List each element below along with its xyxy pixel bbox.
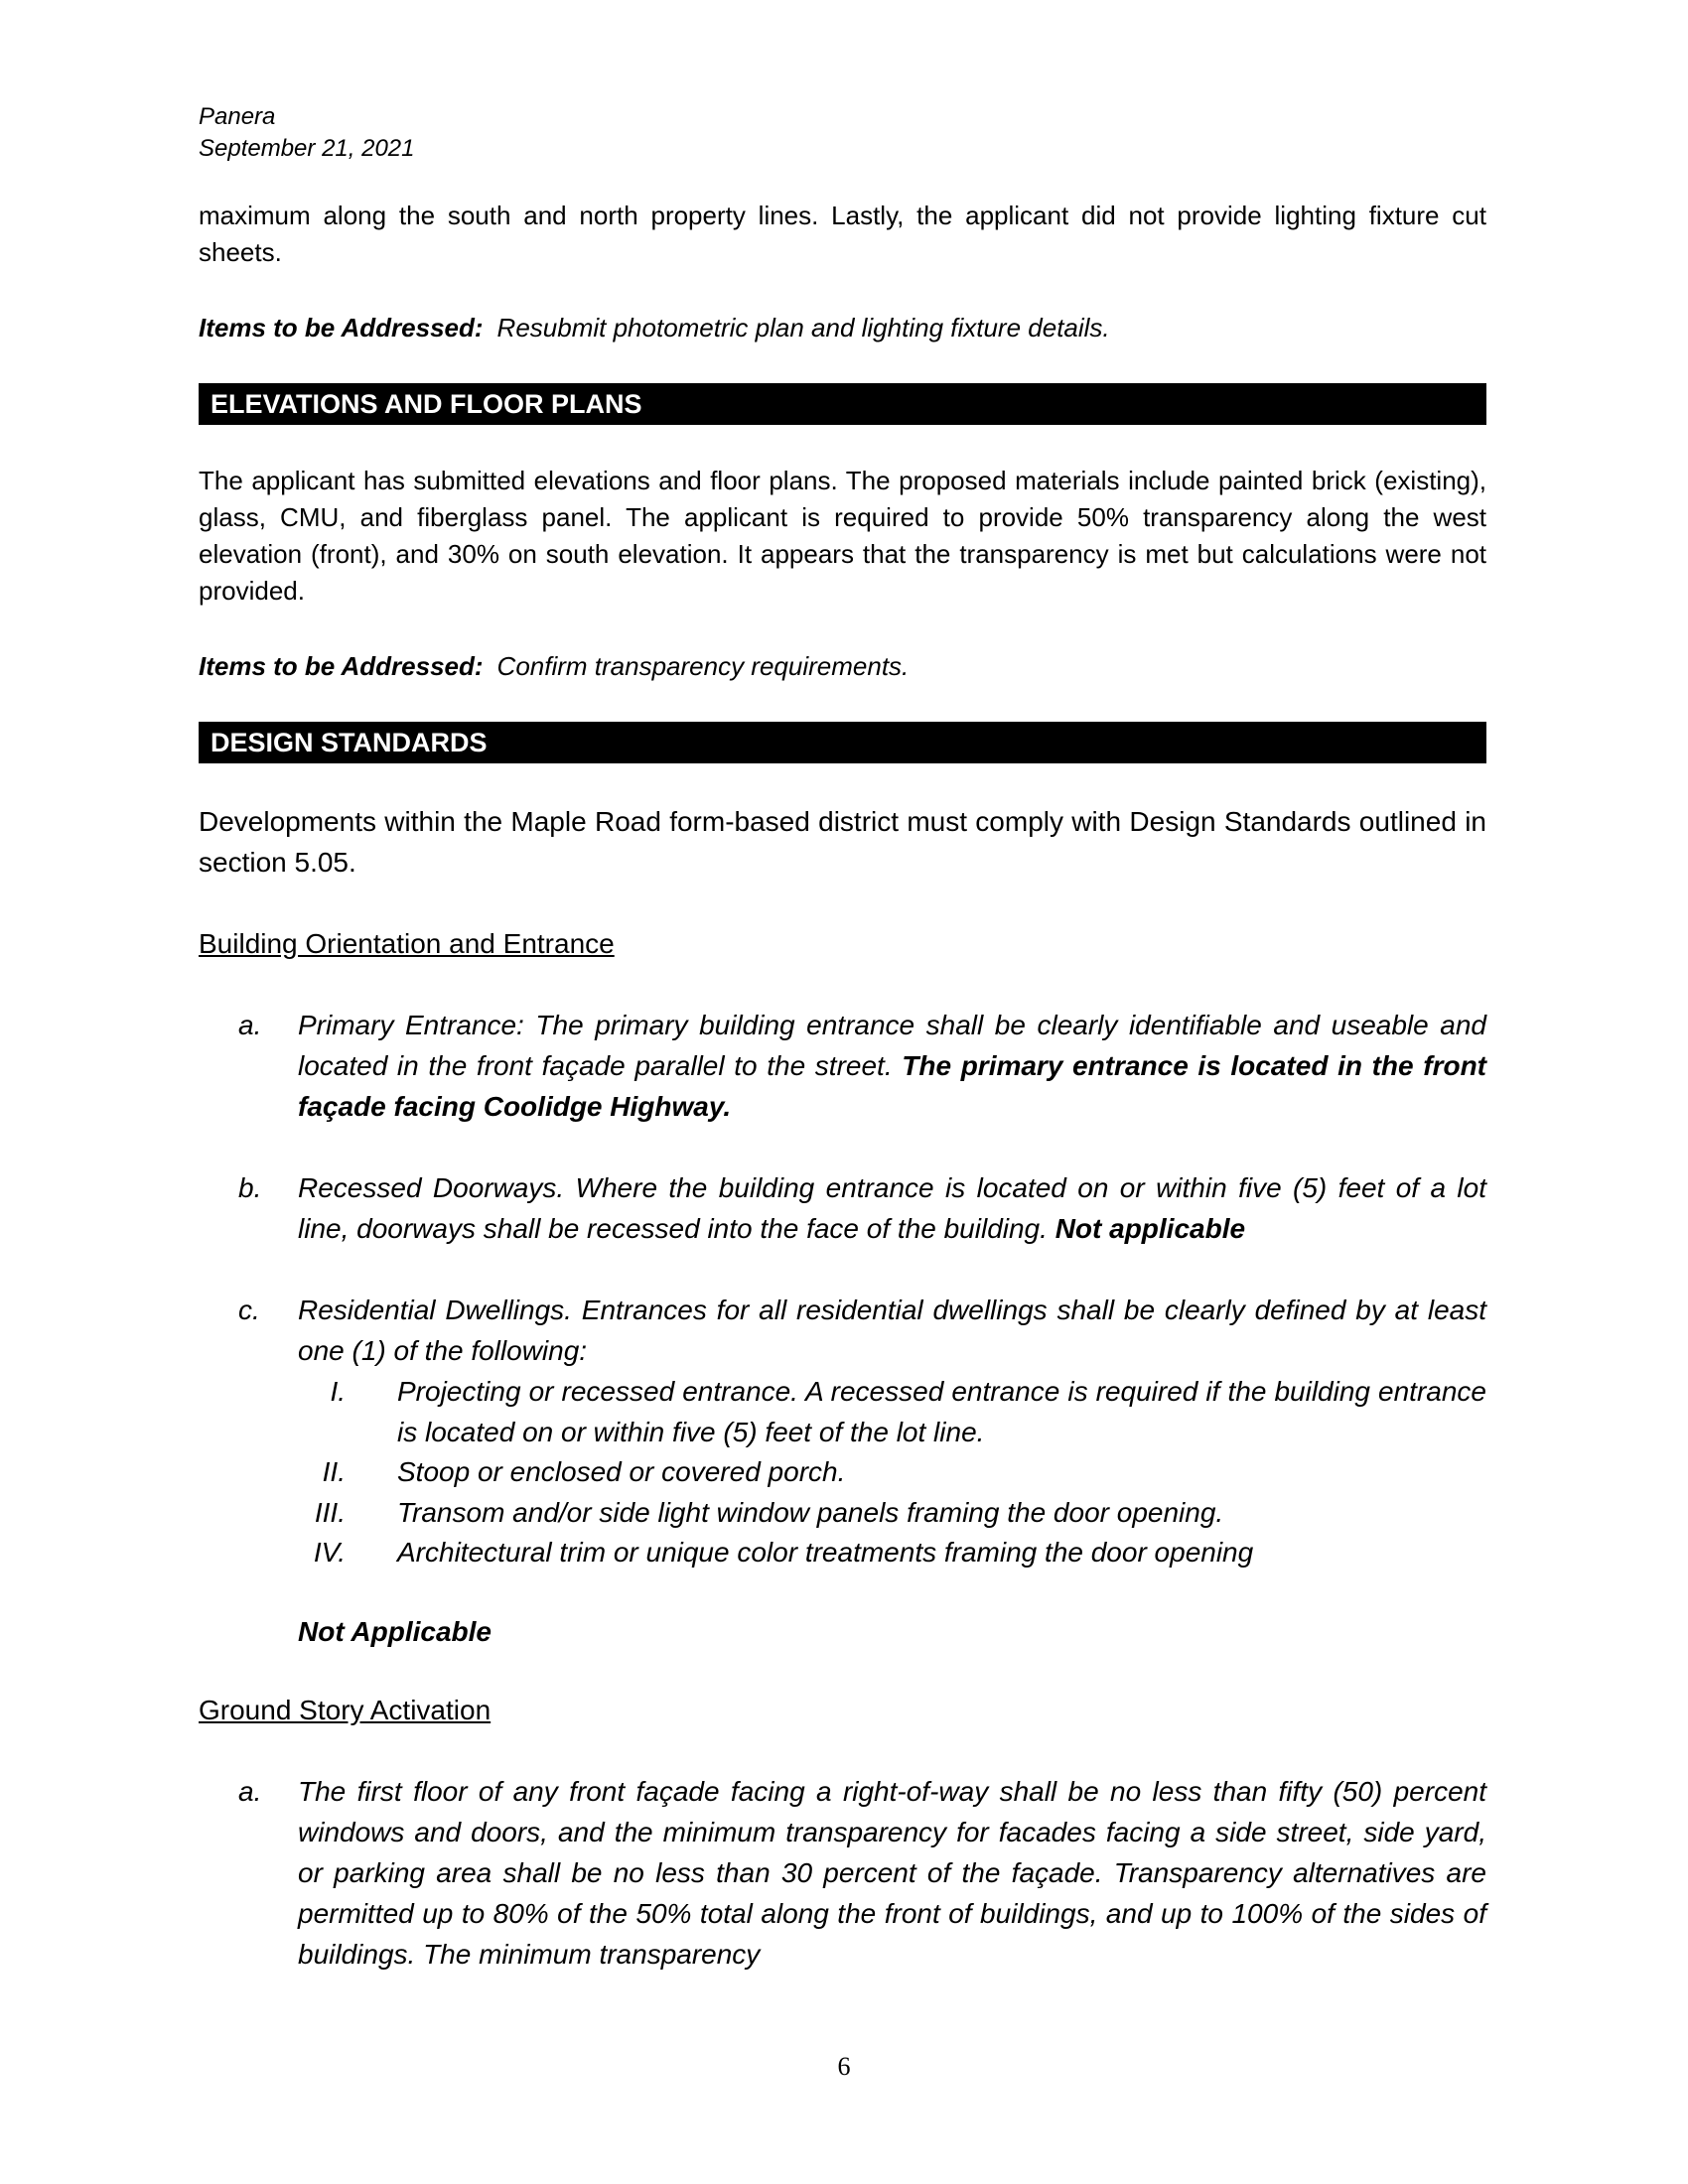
list-item-text: Recessed Doorways. Where the building entrance is located on or within five (5) feet of a lot line, doorways shall be recessed into the face of the building. Not applicable [298, 1172, 1486, 1244]
section-heading-elevations: ELEVATIONS AND FLOOR PLANS [211, 389, 642, 419]
list-item-first-floor-transparency [238, 1771, 1486, 1975]
list-item-residential-dwellings [238, 1290, 1486, 1371]
lighting-items-to-address [199, 310, 1110, 346]
header-date: September 21, 2021 [199, 135, 415, 162]
finding-text: Not applicable [1055, 1213, 1246, 1244]
list-marker: c. [238, 1295, 260, 1325]
list-item-primary-entrance [238, 1005, 1486, 1127]
items-label: Items to be Addressed: [199, 313, 484, 342]
elevations-items-to-address [199, 648, 909, 685]
header-project: Panera [199, 103, 276, 130]
list-item-text: Residential Dwellings. Entrances for all residential dwellings shall be clearly defined by at least one (1) of the following: [298, 1295, 1486, 1366]
sublist-item-text: Transom and/or side light window panels framing the door opening. [397, 1497, 1224, 1528]
list-marker: a. [238, 1010, 262, 1040]
sublist-item-text: Projecting or recessed entrance. A recessed entrance is required if the building entrance is located on or within five (5) feet of the lot line. [397, 1376, 1486, 1447]
roman-marker: IV. [313, 1537, 346, 1568]
sublist-item-text: Stoop or enclosed or covered porch. [397, 1456, 846, 1487]
items-text: Confirm transparency requirements. [496, 651, 910, 681]
design-intro-paragraph: Developments within the Maple Road form-based district must comply with Design Standards outlined in section 5.05. [199, 806, 1486, 878]
sublist-item-stoop [298, 1451, 1486, 1492]
list-item-text: The first floor of any front façade facing a right-of-way shall be no less than fifty (50) percent windows and doors, and the minimum transparency for facades facing a side street, side yard, or parking area shall be no less than 30 percent of the façade. Transparency alternatives are permitted up to 80% of the 50% total along the front of buildings, and up to 100% of the sides of buildings. The minimum transparency [298, 1776, 1486, 1970]
list-marker: b. [238, 1172, 262, 1203]
lighting-continued-paragraph: maximum along the south and north property lines. Lastly, the applicant did not provide lighting fixture cut sheets. [199, 201, 1486, 267]
section-bar-elevations [199, 383, 1486, 425]
roman-marker: III. [314, 1497, 346, 1528]
sublist-item-projecting-entrance [298, 1371, 1486, 1452]
subheading-building-orientation: Building Orientation and Entrance [199, 928, 615, 959]
elevations-paragraph: The applicant has submitted elevations and floor plans. The proposed materials include painted brick (existing), glass, CMU, and fiberglass panel. The applicant is required to provide 50% transparency along the west elevation (front), and 30% on south elevation. It appears that the transparency is met but calculations were not provided. [199, 466, 1486, 606]
list-item-text: Primary Entrance: The primary building entrance shall be clearly identifiable and useable and located in the front façade parallel to the street. The primary entrance is located in the front façade facing Coolidge Highway. [298, 1010, 1486, 1122]
items-text: Resubmit photometric plan and lighting fixture details. [496, 313, 1110, 342]
section-bar-design-standards [199, 722, 1486, 763]
list-item-recessed-doorways [238, 1167, 1486, 1249]
sublist-item-architectural-trim [298, 1532, 1486, 1572]
sublist-item-transom [298, 1492, 1486, 1533]
finding-not-applicable: Not Applicable [298, 1616, 492, 1647]
subheading-ground-story-activation: Ground Story Activation [199, 1695, 492, 1725]
roman-marker: II. [322, 1456, 346, 1487]
section-heading-design-standards: DESIGN STANDARDS [211, 728, 488, 757]
sublist-item-text: Architectural trim or unique color treatments framing the door opening [397, 1537, 1254, 1568]
roman-marker: I. [330, 1376, 346, 1407]
finding-text: The primary entrance is located in the front façade facing Coolidge Highway. [298, 1050, 1486, 1122]
list-marker: a. [238, 1776, 262, 1807]
page-number: 6 [837, 2052, 851, 2081]
items-label: Items to be Addressed: [199, 651, 484, 681]
